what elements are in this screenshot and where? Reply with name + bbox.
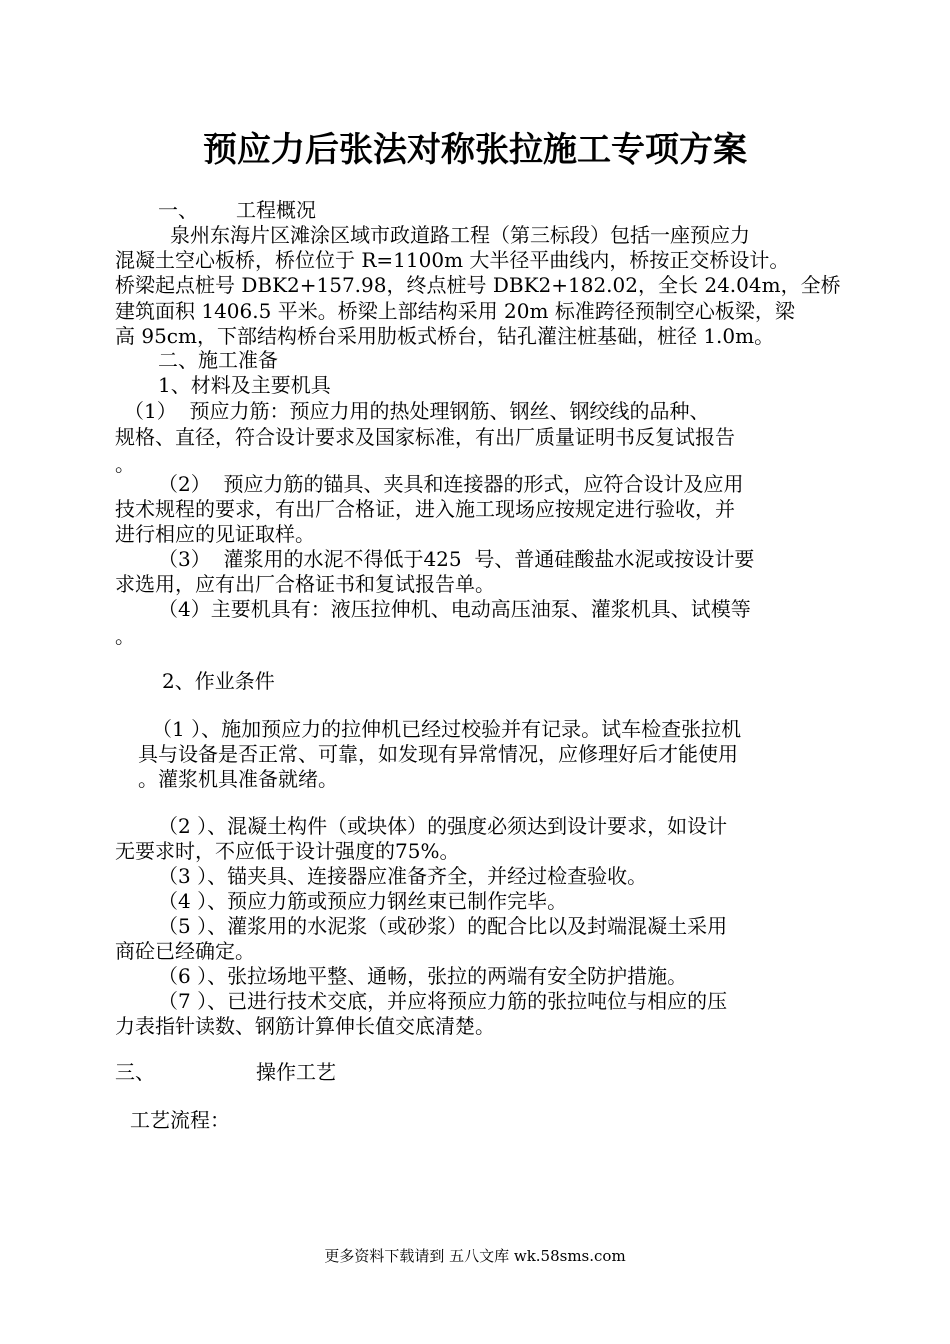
section-3-heading: 操作工艺 — [256, 1060, 336, 1084]
section-1-heading-number: 一、 — [158, 198, 198, 222]
condition-item-4-line: （4 ）、预应力筋或预应力钢丝束已制作完毕。 — [158, 889, 568, 913]
section-3-heading-number: 三、 — [115, 1060, 155, 1084]
page-title: 预应力后张法对称张拉施工专项方案 — [203, 130, 747, 170]
material-item-4-line: 。 — [115, 624, 135, 648]
material-item-2-line: 进行相应的见证取样。 — [115, 522, 315, 546]
material-item-2-line: （2） 预应力筋的锚具、夹具和连接器的形式，应符合设计及应用 — [158, 472, 744, 496]
condition-item-6-line: （6 ）、张拉场地平整、通畅，张拉的两端有安全防护措施。 — [158, 964, 688, 988]
process-flow-label: 工艺流程： — [130, 1108, 230, 1132]
condition-item-2-line: 无要求时，不应低于设计强度的75%。 — [115, 839, 460, 863]
condition-item-3-line: （3 ）、锚夹具、连接器应准备齐全，并经过检查验收。 — [158, 864, 648, 888]
condition-item-1-line: 。灌浆机具准备就绪。 — [138, 767, 338, 791]
section-1-paragraph-line: 建筑面积 1406.5 平米。桥梁上部结构采用 20m 标准跨径预制空心板梁，梁 — [115, 299, 795, 323]
material-item-4-line: （4）主要机具有：液压拉伸机、电动高压油泵、灌浆机具、试模等 — [158, 597, 751, 621]
section-1-paragraph-line: 混凝土空心板桥，桥位位于 R=1100m 大半径平曲线内，桥按正交桥设计。 — [115, 248, 790, 272]
condition-item-1-line: （1 ）、施加预应力的拉伸机已经过校验并有记录。试车检查张拉机 — [152, 717, 742, 741]
condition-item-5-line: 商砼已经确定。 — [115, 939, 255, 963]
material-item-1-line: 规格、直径，符合设计要求及国家标准，有出厂质量证明书反复试报告 — [115, 425, 735, 449]
condition-item-7-line: （7 ）、已进行技术交底，并应将预应力筋的张拉吨位与相应的压 — [158, 989, 728, 1013]
subsection-1-heading: 1、材料及主要机具 — [158, 373, 331, 397]
material-item-3-line: （3） 灌浆用的水泥不得低于425 号、普通硅酸盐水泥或按设计要 — [158, 547, 755, 571]
material-item-1-line: （1） 预应力筋：预应力用的热处理钢筋、钢丝、钢绞线的品种、 — [124, 399, 710, 423]
material-item-3-line: 求选用，应有出厂合格证书和复试报告单。 — [115, 572, 495, 596]
section-1-paragraph-line: 桥梁起点桩号 DBK2+157.98，终点桩号 DBK2+182.02，全长 24.04m，全桥 — [115, 273, 841, 297]
section-1-paragraph-line: 高 95cm，下部结构桥台采用肋板式桥台，钻孔灌注桩基础，桩径 1.0m。 — [115, 324, 775, 348]
footer-text: 更多资料下载请到 五八文库 wk.58sms.com — [324, 1247, 626, 1265]
condition-item-1-line: 具与设备是否正常、可靠，如发现有异常情况，应修理好后才能使用 — [138, 742, 738, 766]
section-1-paragraph-line: 泉州东海片区滩涂区域市政道路工程（第三标段）包括一座预应力 — [170, 223, 750, 247]
condition-item-5-line: （5 ）、灌浆用的水泥浆（或砂浆）的配合比以及封端混凝土采用 — [158, 914, 728, 938]
condition-item-7-line: 力表指针读数、钢筋计算伸长值交底清楚。 — [115, 1014, 495, 1038]
subsection-2-heading: 2、作业条件 — [162, 669, 275, 693]
material-item-1-line: 。 — [115, 452, 135, 476]
section-2-heading: 二、施工准备 — [158, 348, 278, 372]
condition-item-2-line: （2 ）、混凝土构件（或块体）的强度必须达到设计要求，如设计 — [158, 814, 728, 838]
section-1-heading: 工程概况 — [236, 198, 316, 222]
material-item-2-line: 技术规程的要求，有出厂合格证，进入施工现场应按规定进行验收，并 — [115, 497, 735, 521]
